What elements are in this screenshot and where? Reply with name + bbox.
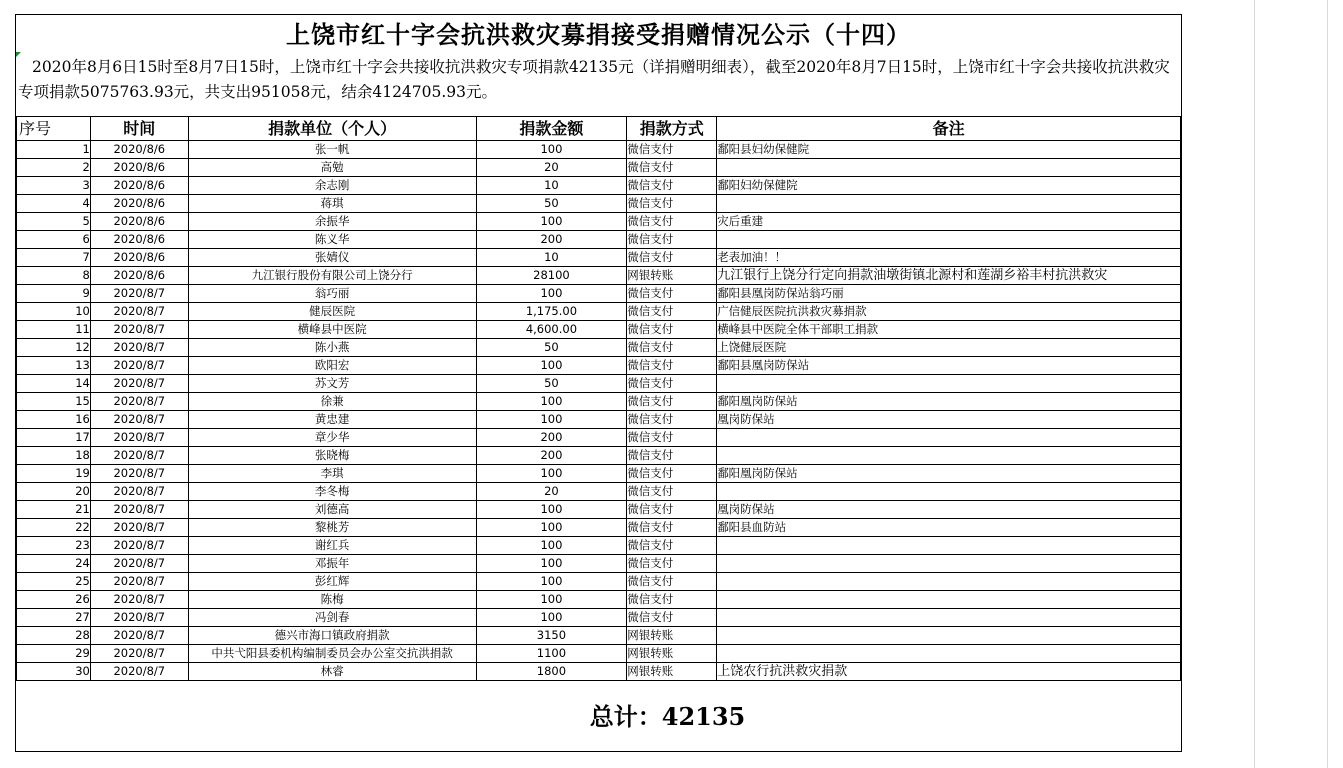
row-date: 2020/8/7 xyxy=(90,591,188,609)
row-date: 2020/8/6 xyxy=(90,177,188,195)
row-method: 微信支付 xyxy=(627,537,717,555)
row-number: 6 xyxy=(17,231,91,249)
row-method: 微信支付 xyxy=(627,429,717,447)
row-amount: 100 xyxy=(476,591,627,609)
row-method: 微信支付 xyxy=(627,591,717,609)
row-amount: 100 xyxy=(476,285,627,303)
table-row xyxy=(17,411,1181,429)
table-row xyxy=(17,645,1181,663)
row-note: 鄱阳县凰岗防保站翁巧丽 xyxy=(717,285,1181,303)
row-date: 2020/8/7 xyxy=(90,411,188,429)
row-method: 微信支付 xyxy=(627,375,717,393)
row-donor: 黄忠建 xyxy=(188,411,476,429)
row-date: 2020/8/7 xyxy=(90,429,188,447)
row-date: 2020/8/7 xyxy=(90,645,188,663)
row-date: 2020/8/7 xyxy=(90,537,188,555)
row-date: 2020/8/7 xyxy=(90,627,188,645)
row-amount: 100 xyxy=(476,411,627,429)
row-amount: 50 xyxy=(476,195,627,213)
row-date: 2020/8/7 xyxy=(90,465,188,483)
header-donor: 捐款单位（个人） xyxy=(188,117,476,141)
row-method: 微信支付 xyxy=(627,447,717,465)
row-note: 鄱阳凰岗防保站 xyxy=(717,393,1181,411)
row-method: 微信支付 xyxy=(627,465,717,483)
row-date: 2020/8/6 xyxy=(90,249,188,267)
row-donor: 张婧仪 xyxy=(188,249,476,267)
row-amount: 100 xyxy=(476,609,627,627)
row-date: 2020/8/7 xyxy=(90,357,188,375)
row-note xyxy=(717,195,1181,213)
row-note xyxy=(717,609,1181,627)
row-method: 微信支付 xyxy=(627,159,717,177)
intro-paragraph: 2020年8月6日15时至8月7日15时，上饶市红十字会共接收抗洪救灾专项捐款42135元（详捐赠明细表），截至2020年8月7日15时，上饶市红十字会共接收抗洪救灾专项捐款5075763.93元，共支出951058元，结余4124705.93元。 xyxy=(18,58,1170,101)
row-amount: 28100 xyxy=(476,267,627,285)
row-number: 11 xyxy=(17,321,91,339)
row-donor: 健辰医院 xyxy=(188,303,476,321)
row-donor: 张晓梅 xyxy=(188,447,476,465)
table-row xyxy=(17,285,1181,303)
row-note xyxy=(717,429,1181,447)
row-number: 28 xyxy=(17,627,91,645)
row-method: 网银转账 xyxy=(627,645,717,663)
table-row xyxy=(17,321,1181,339)
row-number: 19 xyxy=(17,465,91,483)
row-note xyxy=(717,231,1181,249)
row-note xyxy=(717,627,1181,645)
table-row xyxy=(17,159,1181,177)
row-amount: 200 xyxy=(476,231,627,249)
row-method: 微信支付 xyxy=(627,141,717,159)
row-number: 12 xyxy=(17,339,91,357)
column-gridline xyxy=(1254,0,1255,768)
row-number: 1 xyxy=(17,141,91,159)
row-method: 微信支付 xyxy=(627,339,717,357)
row-method: 微信支付 xyxy=(627,609,717,627)
row-donor: 陈梅 xyxy=(188,591,476,609)
table-row xyxy=(17,303,1181,321)
row-method: 微信支付 xyxy=(627,231,717,249)
table-row xyxy=(17,375,1181,393)
row-number: 22 xyxy=(17,519,91,537)
row-donor: 蒋琪 xyxy=(188,195,476,213)
row-number: 2 xyxy=(17,159,91,177)
row-date: 2020/8/7 xyxy=(90,663,188,681)
row-method: 网银转账 xyxy=(627,267,717,285)
row-number: 7 xyxy=(17,249,91,267)
table-row xyxy=(17,141,1181,159)
table-row xyxy=(17,465,1181,483)
row-amount: 10 xyxy=(476,249,627,267)
row-note xyxy=(717,447,1181,465)
table-header-row xyxy=(17,117,1181,141)
header-note: 备注 xyxy=(717,117,1181,141)
row-date: 2020/8/7 xyxy=(90,375,188,393)
row-donor: 高勉 xyxy=(188,159,476,177)
row-amount: 100 xyxy=(476,501,627,519)
row-method: 网银转账 xyxy=(627,663,717,681)
row-number: 9 xyxy=(17,285,91,303)
row-note xyxy=(717,537,1181,555)
row-amount: 100 xyxy=(476,519,627,537)
row-donor: 彭红辉 xyxy=(188,573,476,591)
header-no: 序号 xyxy=(17,117,91,141)
row-note xyxy=(717,159,1181,177)
row-amount: 50 xyxy=(476,375,627,393)
row-amount: 100 xyxy=(476,465,627,483)
row-note: 横峰县中医院全体干部职工捐款 xyxy=(717,321,1181,339)
row-donor: 刘德高 xyxy=(188,501,476,519)
row-amount: 3150 xyxy=(476,627,627,645)
row-note: 鄱阳县妇幼保健院 xyxy=(717,141,1181,159)
row-amount: 4,600.00 xyxy=(476,321,627,339)
row-note: 老表加油！！ xyxy=(717,249,1181,267)
table-row xyxy=(17,573,1181,591)
row-donor: 苏文芳 xyxy=(188,375,476,393)
table-row xyxy=(17,609,1181,627)
row-donor: 邓振年 xyxy=(188,555,476,573)
table-row xyxy=(17,267,1181,285)
row-method: 网银转账 xyxy=(627,627,717,645)
row-donor: 翁巧丽 xyxy=(188,285,476,303)
row-donor: 林睿 xyxy=(188,663,476,681)
table-row xyxy=(17,231,1181,249)
row-note: 鄱阳县血防站 xyxy=(717,519,1181,537)
row-method: 微信支付 xyxy=(627,285,717,303)
row-note: 上饶健辰医院 xyxy=(717,339,1181,357)
row-date: 2020/8/6 xyxy=(90,159,188,177)
row-amount: 100 xyxy=(476,357,627,375)
table-row xyxy=(17,393,1181,411)
row-note xyxy=(717,483,1181,501)
row-date: 2020/8/7 xyxy=(90,555,188,573)
row-donor: 黎桃芳 xyxy=(188,519,476,537)
total-value: 42135 xyxy=(661,702,746,731)
row-date: 2020/8/7 xyxy=(90,339,188,357)
row-amount: 100 xyxy=(476,555,627,573)
row-amount: 1,175.00 xyxy=(476,303,627,321)
table-row xyxy=(17,519,1181,537)
row-note: 上饶农行抗洪救灾捐款 xyxy=(717,663,1181,681)
row-amount: 1100 xyxy=(476,645,627,663)
row-date: 2020/8/7 xyxy=(90,303,188,321)
row-date: 2020/8/6 xyxy=(90,213,188,231)
row-note: 九江银行上饶分行定向捐款油墩街镇北源村和莲湖乡裕丰村抗洪救灾 xyxy=(717,267,1181,285)
row-amount: 100 xyxy=(476,213,627,231)
row-date: 2020/8/7 xyxy=(90,321,188,339)
table-row xyxy=(17,249,1181,267)
row-donor: 徐兼 xyxy=(188,393,476,411)
table-row xyxy=(17,663,1181,681)
row-note xyxy=(717,573,1181,591)
row-date: 2020/8/7 xyxy=(90,609,188,627)
row-number: 10 xyxy=(17,303,91,321)
row-number: 20 xyxy=(17,483,91,501)
row-method: 微信支付 xyxy=(627,519,717,537)
row-donor: 九江银行股份有限公司上饶分行 xyxy=(188,267,476,285)
row-number: 4 xyxy=(17,195,91,213)
row-amount: 20 xyxy=(476,483,627,501)
table-row xyxy=(17,195,1181,213)
row-number: 30 xyxy=(17,663,91,681)
row-amount: 200 xyxy=(476,447,627,465)
row-donor: 余振华 xyxy=(188,213,476,231)
row-method: 微信支付 xyxy=(627,501,717,519)
row-amount: 10 xyxy=(476,177,627,195)
donation-sheet xyxy=(15,14,1182,752)
row-donor: 德兴市海口镇政府捐款 xyxy=(188,627,476,645)
table-row xyxy=(17,429,1181,447)
row-amount: 100 xyxy=(476,573,627,591)
row-donor: 冯剑春 xyxy=(188,609,476,627)
row-number: 15 xyxy=(17,393,91,411)
row-amount: 20 xyxy=(476,159,627,177)
row-date: 2020/8/7 xyxy=(90,483,188,501)
row-method: 微信支付 xyxy=(627,177,717,195)
row-donor: 章少华 xyxy=(188,429,476,447)
row-donor: 李冬梅 xyxy=(188,483,476,501)
row-number: 13 xyxy=(17,357,91,375)
row-number: 17 xyxy=(17,429,91,447)
row-number: 26 xyxy=(17,591,91,609)
row-method: 微信支付 xyxy=(627,393,717,411)
row-number: 5 xyxy=(17,213,91,231)
row-number: 29 xyxy=(17,645,91,663)
table-row xyxy=(17,357,1181,375)
row-method: 微信支付 xyxy=(627,357,717,375)
row-method: 微信支付 xyxy=(627,249,717,267)
row-note: 灾后重建 xyxy=(717,213,1181,231)
row-number: 3 xyxy=(17,177,91,195)
row-method: 微信支付 xyxy=(627,321,717,339)
row-donor: 横峰县中医院 xyxy=(188,321,476,339)
header-amount: 捐款金额 xyxy=(476,117,627,141)
column-gridline xyxy=(1327,0,1328,768)
total-line xyxy=(0,702,1335,732)
row-method: 微信支付 xyxy=(627,213,717,231)
row-method: 微信支付 xyxy=(627,303,717,321)
row-amount: 200 xyxy=(476,429,627,447)
row-note xyxy=(717,375,1181,393)
row-date: 2020/8/7 xyxy=(90,519,188,537)
row-donor: 陈义华 xyxy=(188,231,476,249)
header-method: 捐款方式 xyxy=(627,117,717,141)
row-donor: 欧阳宏 xyxy=(188,357,476,375)
table-row xyxy=(17,627,1181,645)
row-date: 2020/8/7 xyxy=(90,285,188,303)
table-row xyxy=(17,483,1181,501)
table-row xyxy=(17,555,1181,573)
table-row xyxy=(17,213,1181,231)
row-number: 21 xyxy=(17,501,91,519)
header-date: 时间 xyxy=(90,117,188,141)
donation-table xyxy=(16,116,1181,681)
row-amount: 1800 xyxy=(476,663,627,681)
row-amount: 50 xyxy=(476,339,627,357)
row-date: 2020/8/7 xyxy=(90,447,188,465)
table-row xyxy=(17,537,1181,555)
row-number: 8 xyxy=(17,267,91,285)
row-number: 25 xyxy=(17,573,91,591)
row-number: 23 xyxy=(17,537,91,555)
row-note: 鄱阳凰岗防保站 xyxy=(717,465,1181,483)
row-amount: 100 xyxy=(476,141,627,159)
row-donor: 余志刚 xyxy=(188,177,476,195)
table-row xyxy=(17,177,1181,195)
row-date: 2020/8/7 xyxy=(90,573,188,591)
row-amount: 100 xyxy=(476,537,627,555)
table-row xyxy=(17,339,1181,357)
row-method: 微信支付 xyxy=(627,195,717,213)
row-amount: 100 xyxy=(476,393,627,411)
row-date: 2020/8/6 xyxy=(90,141,188,159)
row-donor: 张一帆 xyxy=(188,141,476,159)
row-number: 16 xyxy=(17,411,91,429)
row-donor: 陈小燕 xyxy=(188,339,476,357)
row-donor: 李琪 xyxy=(188,465,476,483)
row-date: 2020/8/6 xyxy=(90,231,188,249)
row-number: 27 xyxy=(17,609,91,627)
row-donor: 谢红兵 xyxy=(188,537,476,555)
table-row xyxy=(17,501,1181,519)
row-date: 2020/8/7 xyxy=(90,501,188,519)
row-date: 2020/8/7 xyxy=(90,393,188,411)
row-method: 微信支付 xyxy=(627,555,717,573)
row-number: 18 xyxy=(17,447,91,465)
row-method: 微信支付 xyxy=(627,573,717,591)
row-note: 凰岗防保站 xyxy=(717,501,1181,519)
row-note xyxy=(717,555,1181,573)
table-row xyxy=(17,447,1181,465)
row-note: 鄱阳妇幼保健院 xyxy=(717,177,1181,195)
row-note xyxy=(717,591,1181,609)
row-number: 24 xyxy=(17,555,91,573)
table-row xyxy=(17,591,1181,609)
row-note: 鄱阳县凰岗防保站 xyxy=(717,357,1181,375)
row-note xyxy=(717,645,1181,663)
row-date: 2020/8/6 xyxy=(90,267,188,285)
row-method: 微信支付 xyxy=(627,411,717,429)
row-date: 2020/8/6 xyxy=(90,195,188,213)
row-note: 广信健辰医院抗洪救灾募捐款 xyxy=(717,303,1181,321)
row-method: 微信支付 xyxy=(627,483,717,501)
page-title: 上饶市红十字会抗洪救灾募捐接受捐赠情况公示（十四） xyxy=(286,20,911,49)
row-note: 凰岗防保站 xyxy=(717,411,1181,429)
total-label: 总计： xyxy=(589,702,662,731)
row-number: 14 xyxy=(17,375,91,393)
row-donor: 中共弋阳县委机构编制委员会办公室交抗洪捐款 xyxy=(188,645,476,663)
